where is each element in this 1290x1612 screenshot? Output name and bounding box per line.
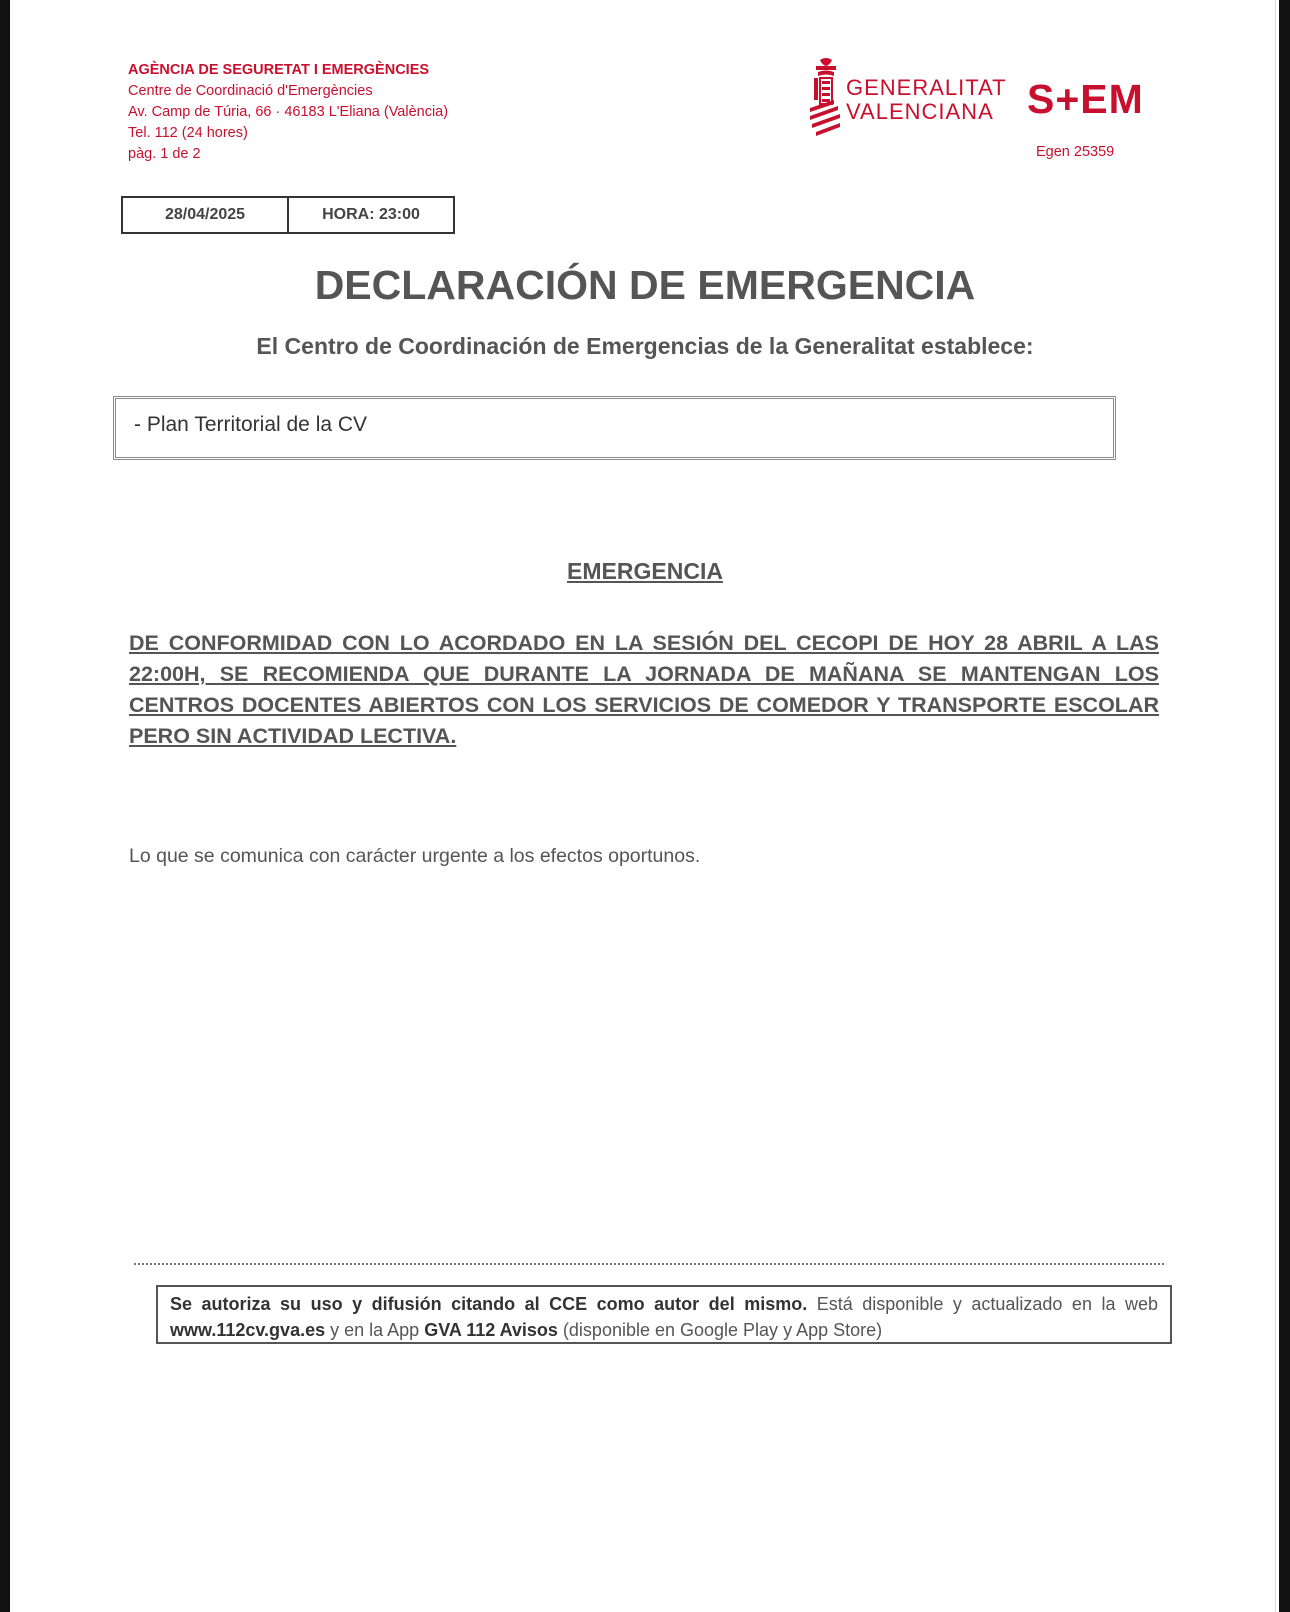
- emergency-heading: EMERGENCIA: [567, 558, 723, 584]
- footer-notice: [156, 1285, 1172, 1344]
- gva-line-2: VALENCIANA: [846, 99, 994, 124]
- agency-name: AGÈNCIA DE SEGURETAT I EMERGÈNCIES: [128, 62, 430, 78]
- agency-block: [128, 60, 448, 165]
- time-cell: HORA: 23:00: [287, 198, 453, 232]
- footer-text-2: y en la App: [325, 1320, 425, 1340]
- date-cell: 28/04/2025: [164, 206, 246, 223]
- agency-address: Av. Camp de Túria, 66 · 46183 L'Eliana (València): [128, 104, 449, 120]
- page-number: pàg. 1 de 2: [128, 146, 201, 162]
- generalitat-logo-text: [846, 76, 1007, 124]
- gva-line-1: GENERALITAT: [846, 75, 1007, 100]
- footer-app-name: GVA 112 Avisos: [424, 1320, 558, 1340]
- dotted-divider: [134, 1263, 1164, 1265]
- footer-website: www.112cv.gva.es: [170, 1320, 326, 1340]
- footer-bold-authorization: Se autoriza su uso y difusión citando al CCE como autor del mismo.: [170, 1294, 808, 1314]
- plan-text: - Plan Territorial de la CV: [134, 413, 368, 436]
- plan-box: [113, 396, 1116, 460]
- communication-note: Lo que se comunica con carácter urgente a los efectos oportunos.: [129, 845, 701, 867]
- agency-centre: Centre de Coordinació d'Emergències: [128, 83, 373, 99]
- egen-number: Egen 25359: [1036, 144, 1115, 160]
- sem-logo: S+EM: [1027, 76, 1144, 122]
- agency-phone: Tel. 112 (24 hores): [128, 125, 248, 141]
- page-subtitle: El Centro de Coordinación de Emergencias de la Generalitat establece:: [256, 333, 1034, 359]
- date-time-box: [121, 196, 455, 234]
- footer-text-3: (disponible en Google Play y App Store): [557, 1320, 883, 1340]
- footer-text-1: Está disponible y actualizado en la web: [807, 1294, 1159, 1314]
- page-edge-left: [0, 0, 10, 1612]
- page-title: DECLARACIÓN DE EMERGENCIA: [314, 262, 976, 308]
- emergency-body: DE CONFORMIDAD CON LO ACORDADO EN LA SESIÓN DEL CECOPI DE HOY 28 ABRIL A LAS 22:00H, SE RECOMIENDA QUE DURANTE LA JORNADA DE MAÑANA SE MANTENGAN LOS CENTROS DOCENTES ABIERTOS CON LOS SERVICIOS DE COMEDOR Y TRANSPORTE ESCOLAR PERO SIN ACTIVIDAD LECTIVA.: [129, 631, 1159, 748]
- page-edge-right: [1279, 0, 1290, 1612]
- page-edge-line: [1275, 0, 1276, 1612]
